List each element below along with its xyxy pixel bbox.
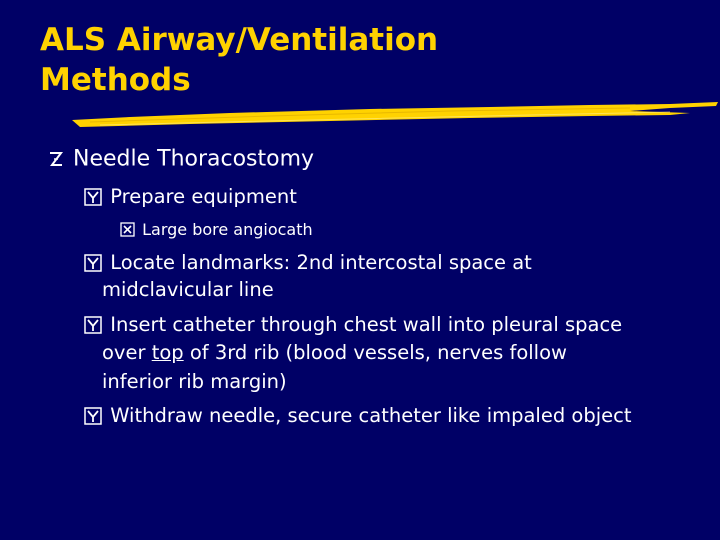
bullet-locate-landmarks [84, 250, 532, 274]
y-bullet-icon [84, 254, 102, 272]
bullet-text: inferior rib margin) [102, 370, 287, 393]
bullet-continuation [102, 341, 567, 364]
bullet-text: Large bore angiocath [142, 220, 313, 239]
bullet-withdraw-needle [84, 403, 632, 427]
bullet-text: Locate landmarks: 2nd intercostal space at [110, 251, 532, 274]
bullet-needle-thoracostomy [48, 146, 314, 172]
bullet-insert-catheter [84, 312, 622, 336]
bullet-text: midclavicular line [102, 278, 274, 301]
z-bullet-icon [48, 150, 64, 168]
x-bullet-icon [120, 222, 135, 237]
bullet-text-part: over [102, 341, 152, 364]
bullet-text: Prepare equipment [110, 185, 297, 208]
slide-title [40, 20, 680, 100]
y-bullet-icon [84, 407, 102, 425]
bullet-text: Needle Thoracostomy [73, 146, 315, 172]
bullet-prepare-equipment [84, 184, 297, 208]
bullet-continuation [102, 370, 287, 393]
title-line-1: ALS Airway/Ventilation [40, 22, 439, 58]
bullet-text-part: of 3rd rib (blood vessels, nerves follow [183, 341, 567, 364]
y-bullet-icon [84, 316, 102, 334]
bullet-continuation [102, 278, 274, 301]
y-bullet-icon [84, 188, 102, 206]
title-line-2: Methods [40, 62, 191, 98]
underlined-word: top [151, 341, 184, 364]
bullet-text: Insert catheter through chest wall into pleural space [110, 313, 623, 336]
bullet-text: Withdraw needle, secure catheter like impaled object [110, 404, 632, 427]
bullet-large-bore-angiocath [120, 219, 313, 239]
title-underline-stroke [70, 100, 720, 130]
